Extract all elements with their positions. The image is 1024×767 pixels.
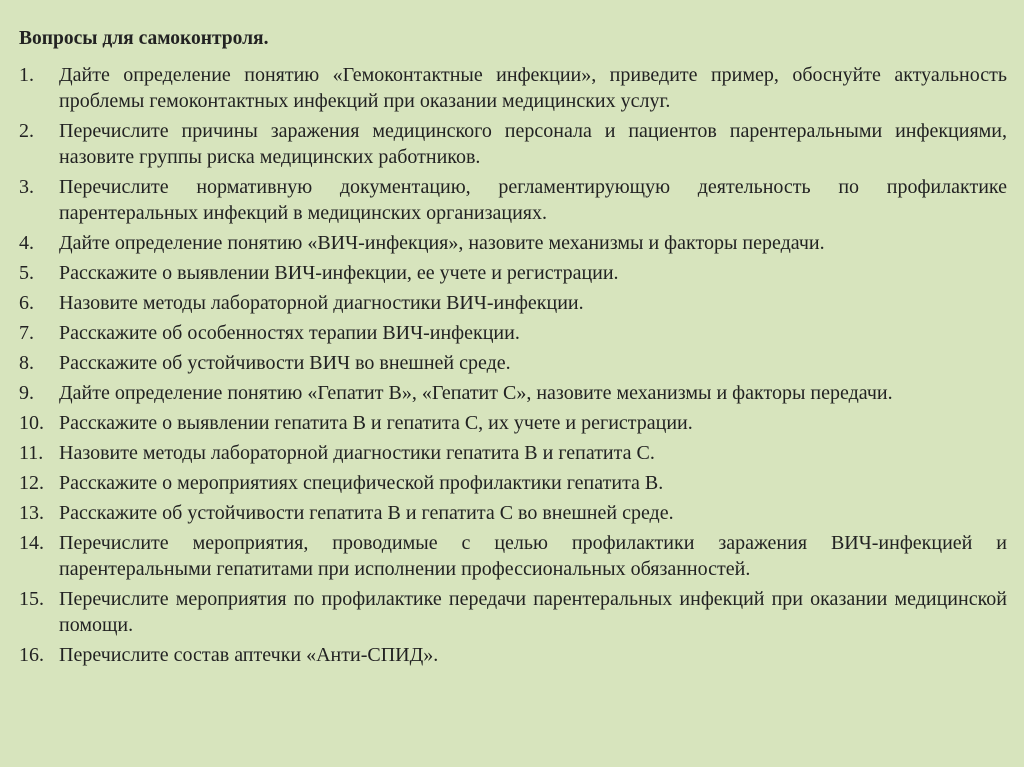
question-text: Расскажите об устойчивости гепатита В и гепатита С во внешней среде. xyxy=(59,502,674,524)
question-text: Дайте определение понятию «Гепатит В», «Гепатит С», назовите механизмы и факторы передачи. xyxy=(59,382,893,404)
question-text: Перечислите мероприятия, проводимые с целью профилактики заражения ВИЧ-инфекцией и парентеральными гепатитами при исполнении профессиональных обязанностей. xyxy=(59,532,1007,580)
question-number: 7. xyxy=(19,322,34,344)
question-number: 2. xyxy=(19,120,34,142)
question-number: 8. xyxy=(19,352,34,374)
question-number: 6. xyxy=(19,292,34,314)
question-number: 16. xyxy=(19,644,44,666)
question-text: Расскажите о выявлении гепатита В и гепатита С, их учете и регистрации. xyxy=(59,412,693,434)
question-number: 12. xyxy=(19,472,44,494)
question-item-4 xyxy=(19,230,1007,256)
question-item-15 xyxy=(19,586,1007,638)
question-text: Перечислите причины заражения медицинского персонала и пациентов парентеральными инфекциями, назовите группы риска медицинских работников. xyxy=(59,120,1007,168)
question-text: Дайте определение понятию «ВИЧ-инфекция», назовите механизмы и факторы передачи. xyxy=(59,232,825,254)
question-number: 11. xyxy=(19,442,44,464)
question-text: Расскажите о мероприятиях специфической профилактики гепатита В. xyxy=(59,472,664,494)
question-text: Расскажите о выявлении ВИЧ-инфекции, ее учете и регистрации. xyxy=(59,262,619,284)
question-number: 5. xyxy=(19,262,34,284)
question-text: Перечислите нормативную документацию, регламентирующую деятельность по профилактике парентеральных инфекций в медицинских организациях. xyxy=(59,176,1007,224)
question-text: Перечислите мероприятия по профилактике передачи парентеральных инфекций при оказании медицинской помощи. xyxy=(59,588,1007,636)
question-text: Назовите методы лабораторной диагностики гепатита В и гепатита С. xyxy=(59,442,655,464)
question-item-10 xyxy=(19,410,1007,436)
question-number: 3. xyxy=(19,176,34,198)
question-item-9 xyxy=(19,380,1007,406)
question-item-12 xyxy=(19,470,1007,496)
question-text: Дайте определение понятию «Гемоконтактные инфекции», приведите пример, обоснуйте актуальность проблемы гемоконтактных инфекций при оказании медицинских услуг. xyxy=(59,64,1007,112)
questions-list xyxy=(19,62,1007,668)
question-number: 14. xyxy=(19,532,44,554)
question-item-1 xyxy=(19,62,1007,114)
question-number: 9. xyxy=(19,382,34,404)
question-item-16 xyxy=(19,642,1007,668)
question-item-3 xyxy=(19,174,1007,226)
question-item-2 xyxy=(19,118,1007,170)
question-number: 13. xyxy=(19,502,44,524)
question-text: Назовите методы лабораторной диагностики ВИЧ-инфекции. xyxy=(59,292,584,314)
question-item-13 xyxy=(19,500,1007,526)
question-number: 10. xyxy=(19,412,44,434)
question-text: Перечислите состав аптечки «Анти-СПИД». xyxy=(59,644,439,666)
question-item-14 xyxy=(19,530,1007,582)
question-item-8 xyxy=(19,350,1007,376)
question-number: 15. xyxy=(19,588,44,610)
question-item-5 xyxy=(19,260,1007,286)
question-number: 4. xyxy=(19,232,34,254)
question-number: 1. xyxy=(19,64,34,86)
question-item-11 xyxy=(19,440,1007,466)
question-text: Расскажите об особенностях терапии ВИЧ-инфекции. xyxy=(59,322,520,344)
question-item-6 xyxy=(19,290,1007,316)
slide-content xyxy=(19,26,1007,672)
question-item-7 xyxy=(19,320,1007,346)
question-text: Расскажите об устойчивости ВИЧ во внешней среде. xyxy=(59,352,511,374)
slide-title: Вопросы для самоконтроля. xyxy=(19,28,269,49)
